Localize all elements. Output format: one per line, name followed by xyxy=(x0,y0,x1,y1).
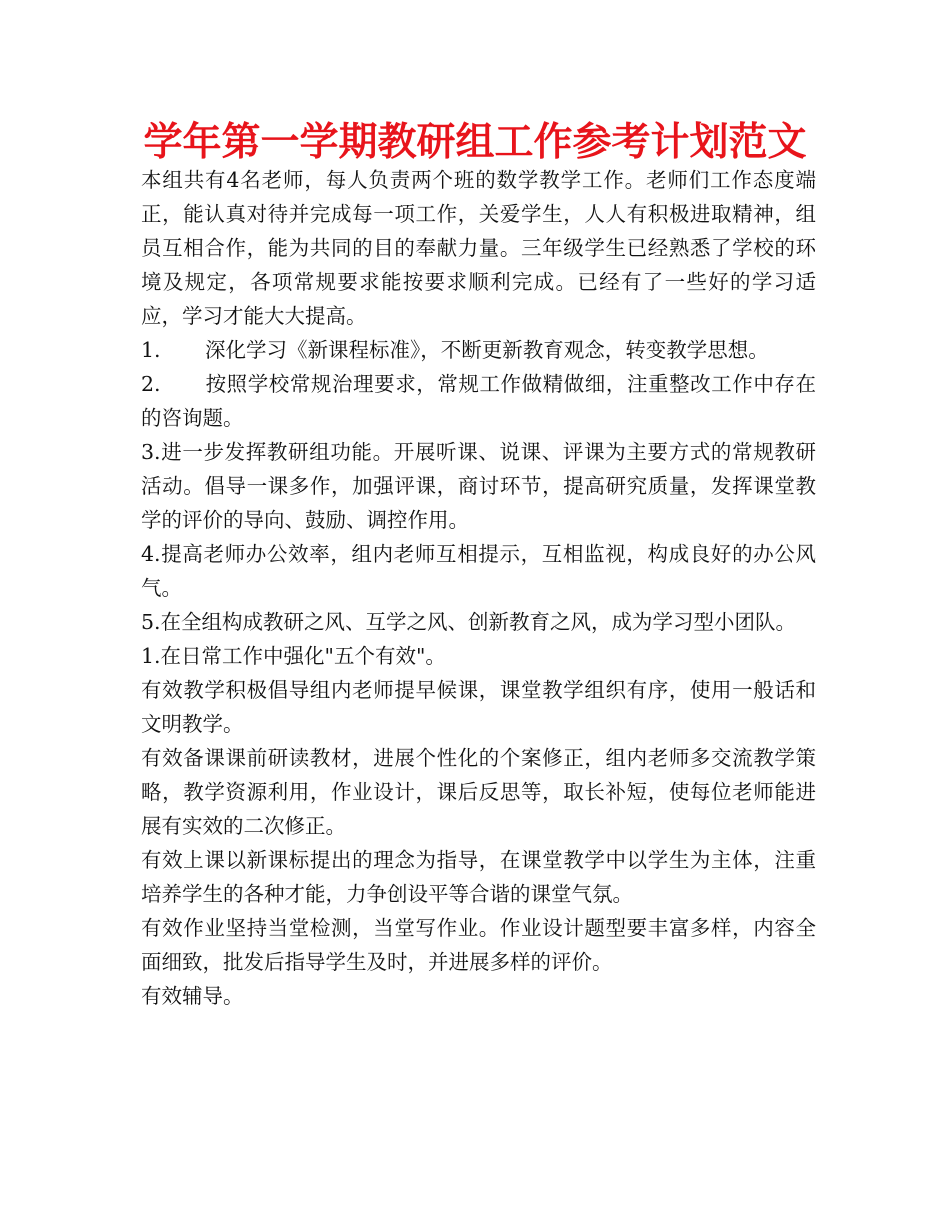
paragraph-text: 有效辅导。 xyxy=(141,984,244,1008)
effective-preparation-paragraph xyxy=(141,741,816,843)
paragraph-text: 按照学校常规治理要求，常规工作做精做细，注重整改工作中存在的咨询题。 xyxy=(141,372,816,430)
paragraph-text: 1.在日常工作中强化"五个有效"。 xyxy=(141,644,446,668)
list-number: 2. xyxy=(141,372,161,396)
paragraph-text: 深化学习《新课程标准》，不断更新教育观念，转变教学思想。 xyxy=(205,338,769,362)
effective-teaching-paragraph xyxy=(141,673,816,741)
section-heading xyxy=(141,639,816,673)
list-item-5 xyxy=(141,605,816,639)
paragraph-text: 有效备课课前研读教材，进展个性化的个案修正，组内老师多交流教学策略，教学资源利用，作业设计，课后反思等，取长补短，使每位老师能进展有实效的二次修正。 xyxy=(141,746,816,838)
paragraph-text: 有效上课以新课标提出的理念为指导，在课堂教学中以学生为主体，注重培养学生的各种才能，力争创设平等合谐的课堂气氛。 xyxy=(141,848,816,906)
paragraph-text: 5.在全组构成教研之风、互学之风、创新教育之风，成为学习型小团队。 xyxy=(141,610,797,634)
intro-paragraph xyxy=(141,163,816,333)
list-item-2 xyxy=(141,367,816,435)
effective-tutoring-paragraph xyxy=(141,979,816,1013)
document-title: 学年第一学期教研组工作参考计划范文 xyxy=(143,120,807,165)
paragraph-text: 有效作业坚持当堂检测，当堂写作业。作业设计题型要丰富多样，内容全面细致，批发后指导学生及时，并进展多样的评价。 xyxy=(141,916,816,974)
list-item-1 xyxy=(141,333,816,367)
list-number: 1. xyxy=(141,338,161,362)
list-item-3 xyxy=(141,435,816,537)
document-body xyxy=(141,163,816,1013)
paragraph-text: 3.进一步发挥教研组功能。开展听课、说课、评课为主要方式的常规教研活动。倡导一课多作，加强评课，商讨环节，提高研究质量，发挥课堂教学的评价的导向、鼓励、调控作用。 xyxy=(141,440,816,532)
effective-homework-paragraph xyxy=(141,911,816,979)
paragraph-text: 4.提高老师办公效率，组内老师互相提示，互相监视，构成良好的办公风气。 xyxy=(141,542,816,600)
list-item-4 xyxy=(141,537,816,605)
paragraph-text: 有效教学积极倡导组内老师提早候课，课堂教学组织有序，使用一般话和文明教学。 xyxy=(141,678,816,736)
paragraph-text: 本组共有4名老师，每人负责两个班的数学教学工作。老师们工作态度端正，能认真对待并完成每一项工作，关爱学生，人人有积极进取精神，组员互相合作，能为共同的目的奉献力量。三年级学生已经熟悉了学校的环境及规定，各项常规要求能按要求顺利完成。已经有了一些好的学习适应，学习才能大大提高。 xyxy=(141,168,816,328)
effective-class-paragraph xyxy=(141,843,816,911)
